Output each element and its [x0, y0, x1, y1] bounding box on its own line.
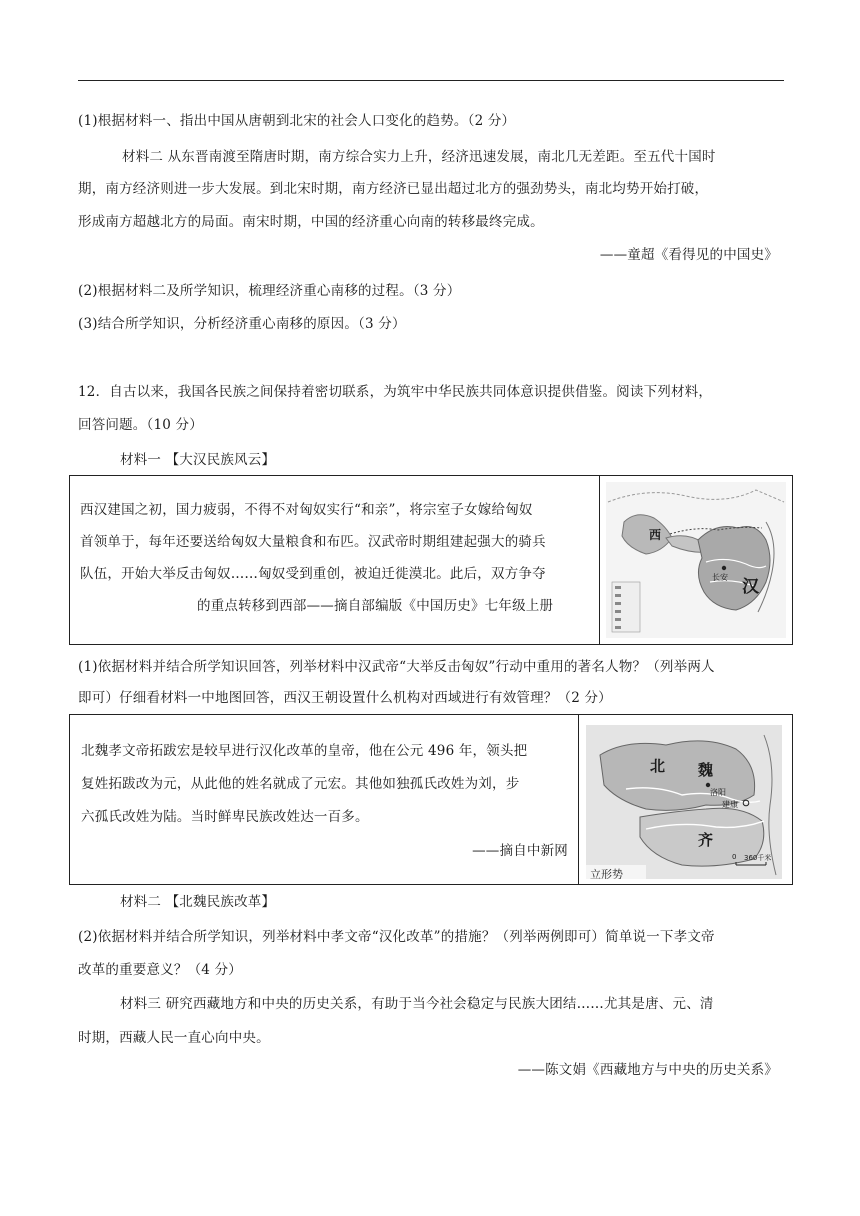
map-label-han: 汉 — [742, 577, 759, 597]
material1-text-line1: 西汉建国之初，国力疲弱，不得不对匈奴实行“和亲”，将宗室子女嫁给匈奴 — [80, 502, 533, 518]
material2-text-line1: 北魏孝文帝拓跋宏是较早进行汉化改革的皇帝，他在公元 496 年，领头把 — [81, 743, 528, 759]
q11-material2-source: ——童超《看得见的中国史》 — [599, 247, 778, 263]
material2-divider — [578, 715, 579, 884]
q12-intro-line2: 回答问题。（10 分） — [78, 417, 203, 433]
material1-divider — [599, 476, 600, 644]
q12-intro-line1: 12．自古以来，我国各民族之间保持着密切联系，为筑牢中华民族共同体意识提供借鉴。阅读下列材料， — [78, 384, 713, 400]
q12-material1-title: 材料一 【大汉民族风云】 — [120, 452, 276, 468]
q11-sub1: (1)根据材料一、指出中国从唐朝到北宋的社会人口变化的趋势。（2 分） — [78, 113, 516, 129]
map-scale-label: 360千米 — [744, 854, 772, 862]
map-label-luoyang: 洛阳 — [710, 788, 726, 797]
map-label-wei: 魏 — [698, 761, 714, 779]
q12-material3-line1: 材料三 研究西藏地方和中央的历史关系，有助于当今社会稳定与民族大团结……尤其是唐、元、清 — [120, 996, 714, 1012]
q12-material3-source: ——陈文娟《西藏地方与中央的历史关系》 — [517, 1062, 778, 1078]
q12-sub1-line1: (1)依据材料并结合所学知识回答，列举材料中汉武帝“大举反击匈奴”行动中重用的著名人物？（列举两人 — [78, 659, 715, 675]
map-bottom-text: 立形势 — [590, 868, 623, 879]
q11-material2-line2: 期，南方经济则进一步大发展。到北宋时期，南方经济已显出超过北方的强劲势头，南北均势开始打破， — [78, 181, 709, 197]
map-label-xi: 西 — [649, 528, 662, 542]
q11-material2-line3: 形成南方超越北方的局面。南宋时期，中国的经济重心向南的转移最终完成。 — [78, 214, 544, 230]
map-label-bei: 北 — [650, 757, 666, 775]
material2-text-line2: 复姓拓跋改为元，从此他的姓名就成了元宏。其他如独孤氏改姓为刘，步 — [81, 776, 520, 792]
q12-sub2-line1: (2)依据材料并结合所学知识，列举材料中孝文帝“汉化改革”的措施？（列举两例即可）简单说一下孝文帝 — [78, 929, 715, 945]
material1-box — [69, 475, 793, 645]
map-label-jiankang: 建康 — [722, 800, 738, 809]
q11-sub2: (2)根据材料二及所学知识，梳理经济重心南移的过程。（3 分） — [78, 283, 461, 299]
q11-material2-line1: 材料二 从东晋南渡至隋唐时期，南方综合实力上升，经济迅速发展，南北几无差距。至五代十国时 — [122, 149, 716, 165]
material1-text-line2: 首领单于，每年还要送给匈奴大量粮食和布匹。汉武帝时期组建起强大的骑兵 — [80, 534, 546, 550]
header-rule — [78, 80, 784, 81]
material1-text-line3: 队伍，开始大举反击匈奴……匈奴受到重创，被迫迁徙漠北。此后，双方争夺 — [80, 566, 546, 582]
material2-text-line3: 六孤氏改姓为陆。当时鲜卑民族改姓达一百多。 — [81, 809, 369, 825]
q12-sub2-line2: 改革的重要意义？（4 分） — [78, 962, 242, 978]
material2-source: ——摘自中新网 — [472, 843, 568, 859]
northern-wei-map — [586, 725, 782, 879]
han-dynasty-map — [606, 482, 786, 638]
map-scale-zero: 0 — [732, 853, 737, 861]
q12-material3-line2: 时期，西藏人民一直心向中央。 — [78, 1030, 270, 1046]
map-label-qi: 齐 — [698, 831, 714, 849]
q12-sub1-line2: 即可）仔细看材料一中地图回答，西汉王朝设置什么机构对西域进行有效管理？（2 分） — [78, 690, 612, 706]
q12-material2-title: 材料二 【北魏民族改革】 — [120, 894, 276, 910]
map-label-changan: 长安 — [712, 573, 728, 582]
q11-sub3: (3)结合所学知识，分析经济重心南移的原因。（3 分） — [78, 316, 406, 332]
material1-text-line4: 的重点转移到西部——摘自部编版《中国历史》七年级上册 — [197, 598, 554, 614]
material2-box — [69, 714, 793, 885]
